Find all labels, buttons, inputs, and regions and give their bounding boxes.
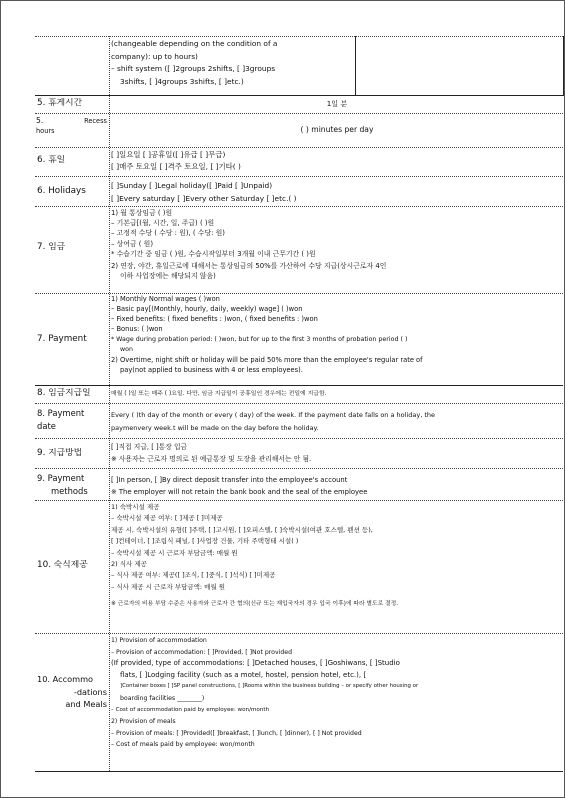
accommodation-label-en-line1: 10. Accommo [37,674,94,684]
payment-method-label-kr: 9. 지급방법 [37,448,83,458]
wage-line: – Bonus: ( )won [111,324,163,333]
row-divider [35,176,563,177]
wage-line: 2) 연장, 야간, 휴일근로에 대해서는 통상임금의 50%를 가산하여 수당 지급(상시근로자 4인 [111,262,387,271]
break-time-label-en-number: 5. [36,116,44,125]
accommodation-line: – 식사 제공 시 근로자 부담금액: 매월 원 [111,582,226,591]
payday-label-en [35,407,109,433]
payment-method-kr [110,441,563,465]
wage-label-kr: 7. 임금 [37,242,66,252]
row-divider [35,403,563,404]
wage-line: – 고정적 수당 ( 수당 : 원), ( 수당: 원) [111,229,225,238]
payday-label-en-line1: 8. Payment [37,408,85,418]
row-divider [35,438,563,439]
accommodation-line: boarding facilities ________) [120,694,205,702]
break-time-value-en: ( ) minutes per day [300,125,374,134]
row-divider [35,113,563,114]
accommodation-line: 2) 식사 제공 [111,560,147,569]
row-divider [35,293,563,294]
accommodation-line: ]Container boxes [ ]SP panel constructions, [ ]Rooms within the business building – or specify other housing or [120,683,419,690]
payment-method-line: [ ]In person, [ ]By direct deposit transfer into the employee's account [111,476,348,484]
wage-line: won [120,345,133,353]
continuation-line: company): up to hours) [111,51,198,61]
wage-line: – Basic pay[(Monthly, hourly, daily, weekly) wage] ( )won [111,304,303,313]
wage-line: * 수습기간 중 임금 ( )원, 수습시작일부터 3개월 이내 근무기간 ( )원 [111,249,316,258]
accommodation-line: – 숙박시설 제공 시 근로자 부담금액: 매월 원 [111,548,238,557]
accommodation-line: 1) Provision of accommodation [111,637,207,644]
holiday-label-en: 6. Holidays [37,186,86,196]
accommodation-line: [ ]컨테이너, [ ]조립식 패널, [ ]사업장 건물, 기타 주택형태 시설( ) [111,537,299,546]
accommodation-label-en-line2: -dations [73,686,107,697]
break-time-label-en-line2: hours [36,127,55,135]
wage-label-en: 7. Payment [37,334,87,344]
payday-value-kr: 매월 ( )일 또는 매주 ( )요일. 다만, 임금 지급일이 공휴일인 경우에는 전일에 지급함. [111,391,327,397]
accommodation-label-en-line3: and Meals [65,699,107,709]
payment-method-line: ※ The employer will not retain the bank book and the seal of the employee [111,488,368,496]
accommodation-line: – Cost of accommodation paid by employee: won/month [111,706,270,713]
wage-line: 1) Monthly Normal wages ( )won [111,295,220,303]
accommodation-line: – Provision of accommodation: [ ]Provided, [ ]Not provided [111,648,293,656]
payday-label-en-line2: date [37,421,56,431]
accommodation-line: (If provided, type of accommodations: [ ]Detached houses, [ ]Goshiwans, [ ]Studio [111,659,400,668]
payment-method-label-en-line1: 9. Payment [37,473,85,483]
holiday-line: [ ]Every saturday [ ]Every other Saturday [ ]etc.( ) [111,194,297,203]
wage-line: 1) 월 통상임금 ( )원 [111,209,173,217]
accommodation-details-kr [110,502,563,611]
holiday-line: [ ]매주 토요일 [ ]격주 토요일, [ ]기타( ) [111,162,241,171]
table-bottom-border [35,771,563,772]
row-divider [35,468,563,469]
accommodation-line: – Cost of meals paid by employee: won/month [111,741,255,749]
wage-details-kr [110,208,563,281]
wage-details-en [110,295,563,376]
row-divider [35,147,563,148]
row-divider [35,95,563,96]
wage-line: pay(not applied to business with 4 or less employees). [120,366,303,375]
accommodation-line: flats, [ ]Lodging facility (such as a motel, hostel, pension hotel, etc.), [ [120,670,367,679]
accommodation-label-en [35,673,109,711]
payment-method-en [110,474,563,498]
break-time-label-en [35,116,109,136]
row-divider [35,206,563,207]
accommodation-line: – 식사 제공 여부: 제공([ ]조식, [ ]중식, [ ]석식) [ ]미제공 [111,571,276,580]
accommodation-note: ※ 근로자의 비용 부담 수준은 사용자와 근로자 간 협의(신규 또는 재입국자의 경우 입국 이후)에 따라 별도로 결정. [111,601,399,608]
accommodation-line: 2) Provision of meals [111,718,176,726]
holiday-label-kr: 6. 휴일 [37,155,66,165]
row-divider [35,500,563,501]
accommodation-label-kr: 10. 숙식제공 [37,560,88,570]
continuation-line: – shift system ([ ]2groups 2shifts, [ ]3groups [111,64,276,74]
continuation-line: 3shifts, [ ]4groups 3shifts, [ ]etc.) [120,76,244,86]
break-time-label-en-word: Recess [84,117,107,125]
accommodation-line: 1) 숙박시설 제공 [111,503,160,511]
working-hours-continuation [110,38,355,94]
payment-method-label-en [35,472,109,498]
accommodation-details-en [110,635,563,751]
wage-line: – 상여금 ( 원) [111,239,154,248]
wage-line: 이하 사업장에는 해당되지 않음) [120,272,216,281]
holiday-line: [ ]Sunday [ ]Legal holiday([ ]Paid [ ]Unpaid) [111,181,273,190]
wage-line: – Fixed benefits: ( fixed benefits : )won, ( fixed benefits : )won [111,314,318,323]
payment-method-line: [ ]직접 지급, [ ]통장 입금 [111,443,188,451]
accommodation-line: – 숙박시설 제공 여부: [ ]제공 [ ]미제공 [111,514,223,523]
continuation-line: (changeable depending on the condition of a [111,39,278,48]
payday-label-kr: 8. 임금지급일 [37,388,91,398]
accommodation-line: – Provision of meals: [ ]Provided([ ]breakfast, [ ]lunch, [ ]dinner), [ ] Not provided [111,729,362,737]
payday-line: paymenvery week.t will be made on the day before the holiday. [111,424,319,432]
payday-line: Every ( )th day of the month or every ( day) of the week. If the payment date falls on a holiday, the [111,411,436,419]
right-side-box [355,36,564,96]
holiday-options-en [110,179,563,205]
holiday-line: [ ]일요일 [ ]공휴일([ ]유급 [ ]무급) [111,150,226,159]
wage-line: – 기본급[(월, 시간, 일, 주급) ( )원 [111,219,215,228]
payment-method-label-en-line2: methods [51,486,88,496]
row-divider [35,385,563,386]
accommodation-line: 제공 시, 숙박시설의 유형([ ]주택, [ ]고시원, [ ]오피스텔, [ ]숙박시설(여관 호스텔, 펜션 등), [111,525,373,534]
break-time-label-kr: 5. 휴게시간 [37,98,83,108]
holiday-options-kr [110,149,563,173]
payment-method-line: ※ 사용자는 근로자 명의로 된 예금통장 및 도장을 관리해서는 안 됨. [111,455,312,463]
wage-line: 2) Overtime, night shift or holiday will be paid 50% more than the employee's regular rate of [111,356,423,365]
payday-value-en [110,409,563,435]
break-time-value-kr: 1일 분 [326,99,348,108]
wage-line: * Wage during probation period: ( )won, but for up to the first 3 months of probation period ( ) [111,335,408,343]
row-divider [35,633,563,634]
